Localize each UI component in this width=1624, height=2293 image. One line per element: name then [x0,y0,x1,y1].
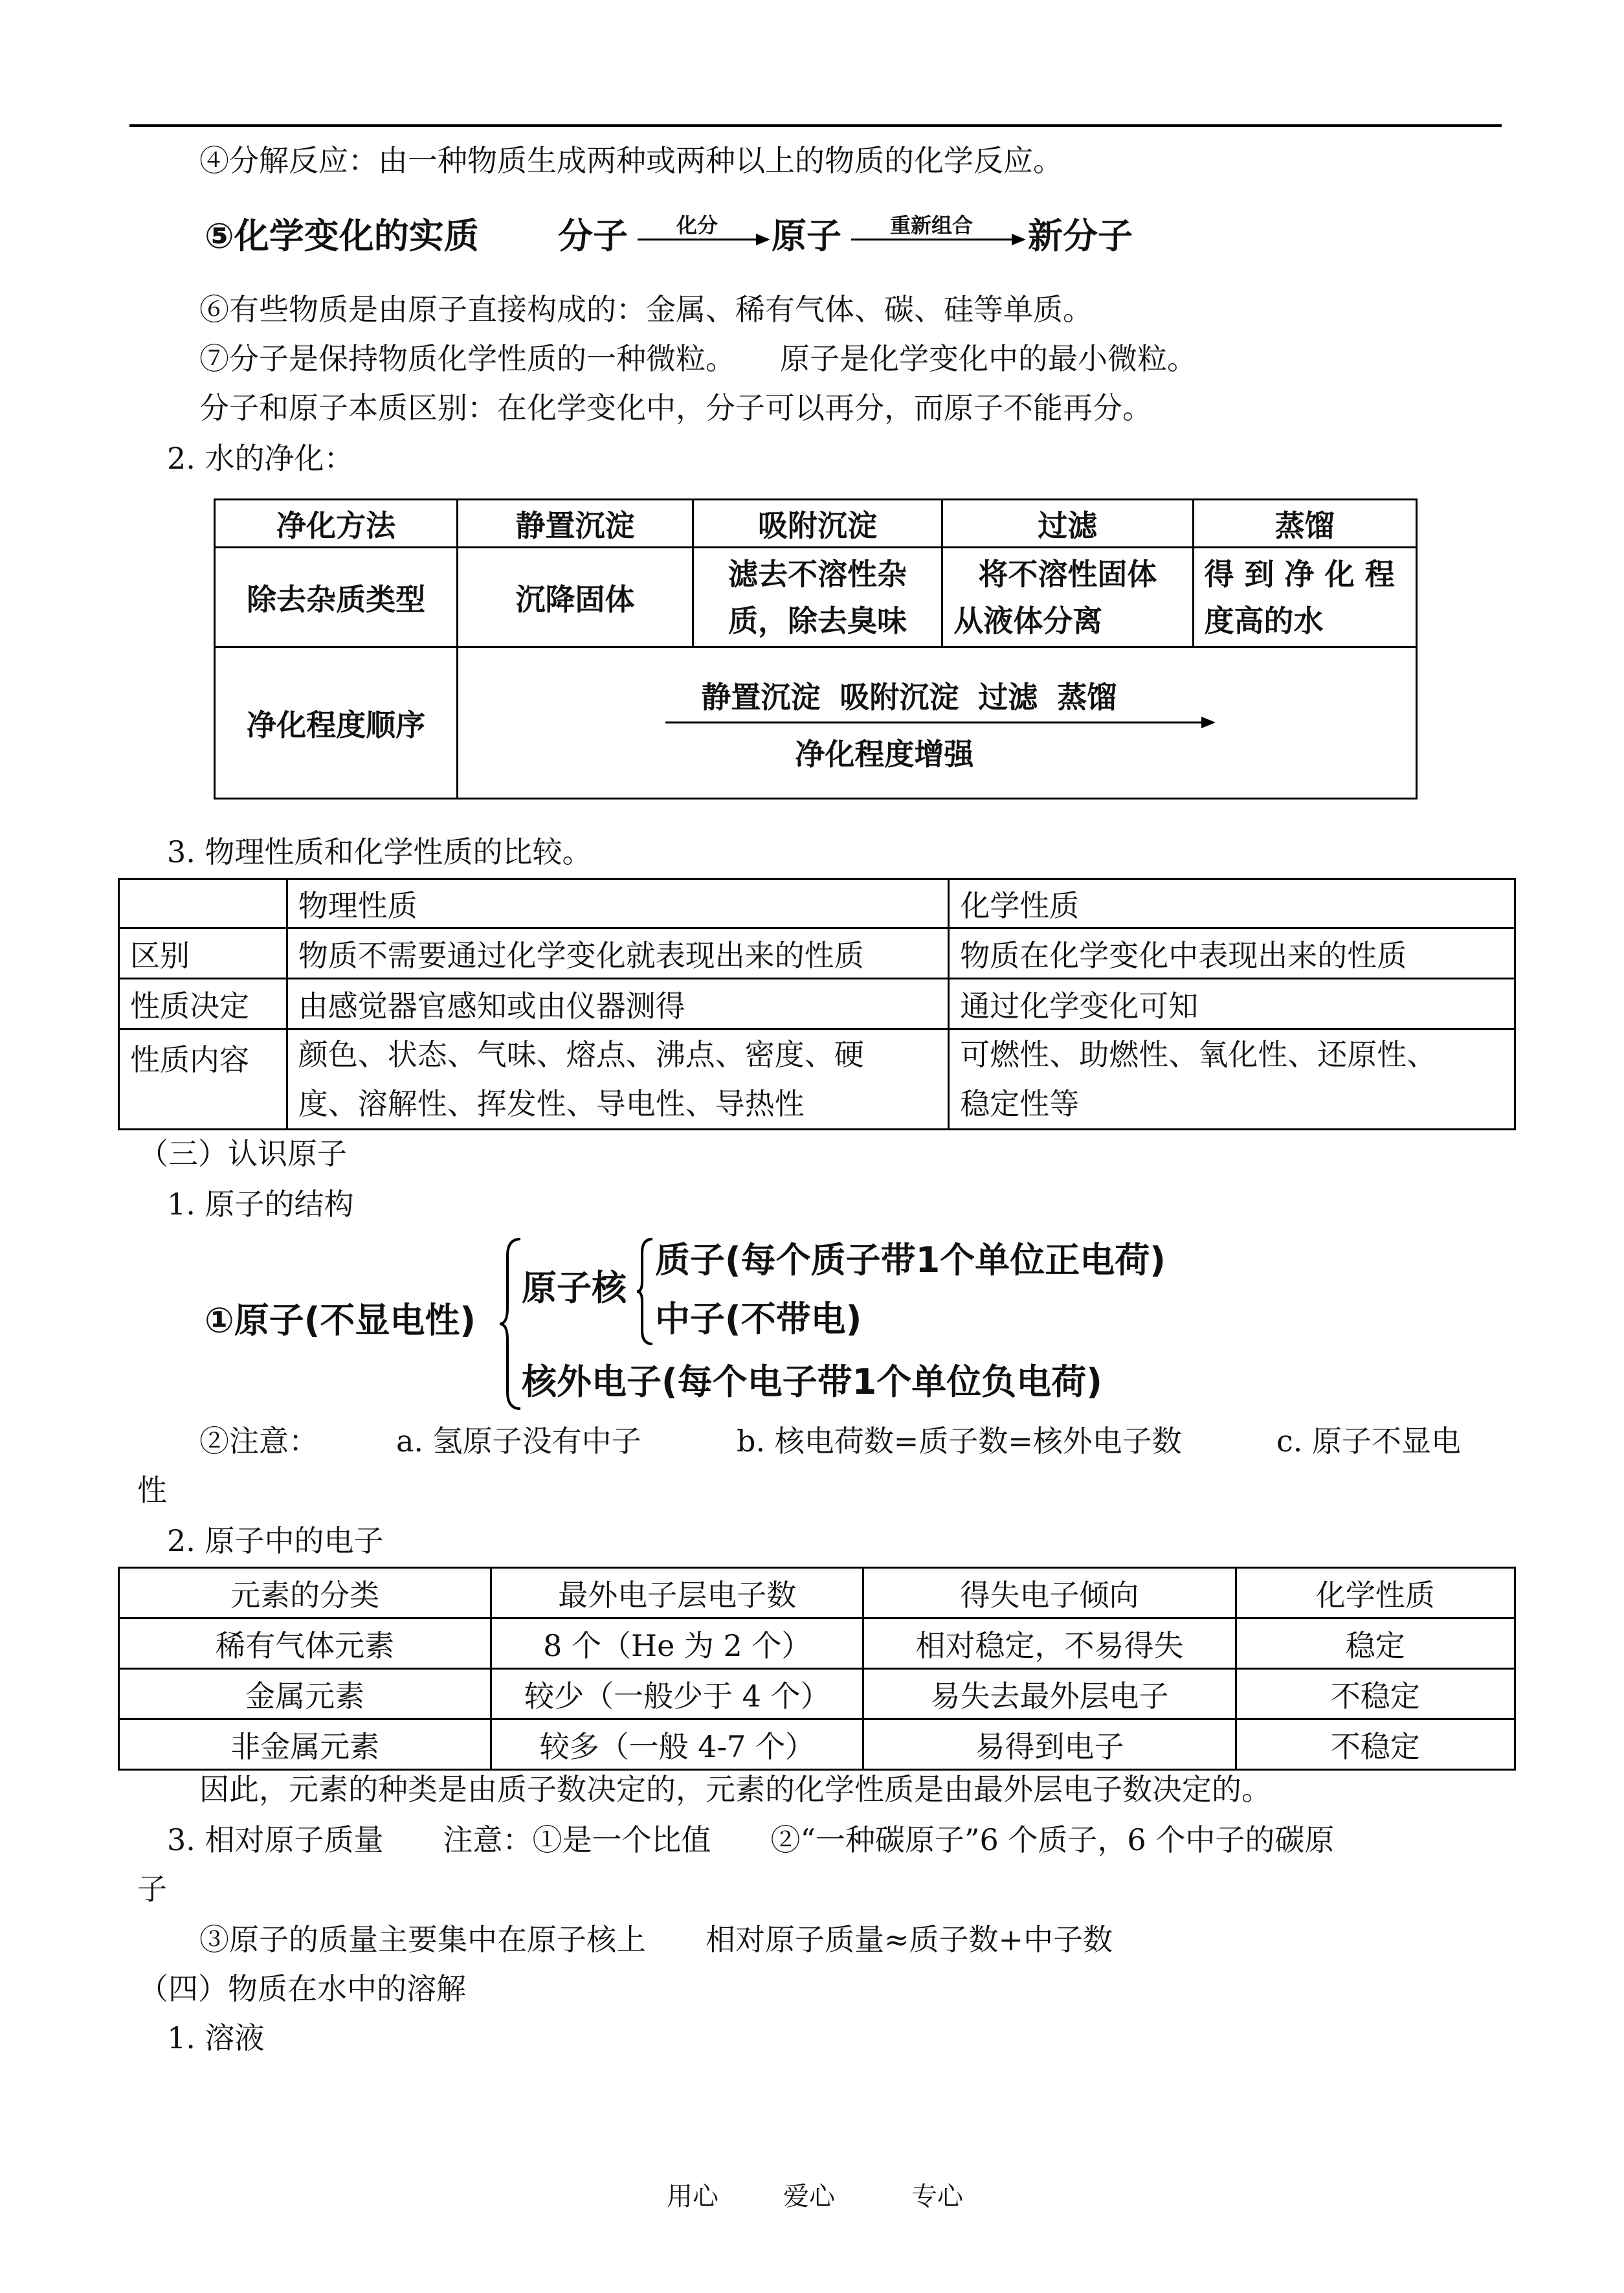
table-cell: 稳定 [1236,1618,1515,1669]
cell-filter-impurity [942,548,1193,647]
line-decomposition: ④分解反应：由一种物质生成两种或两种以上的物质的化学反应。 [199,143,1063,178]
relative-mass-wrap: 子 [137,1872,167,1907]
row-label: 性质内容 [119,1029,287,1130]
table-cell: 较多（一般 4-7 个） [491,1719,863,1770]
header-rule [129,124,1502,127]
arrow-right-icon [638,214,770,259]
section-dissolve: （四）物质在水中的溶解 [139,1971,466,2006]
electrons-conclusion: 因此，元素的种类是由质子数决定的，元素的化学性质是由最外层电子数决定的。 [199,1772,1271,1807]
header-filter: 过滤 [942,500,1193,548]
electrons-table [118,1567,1516,1771]
header-physical: 物理性质 [287,879,949,928]
heading-atom-structure: 1. 原子的结构 [167,1187,354,1222]
heading-water-purification: 2. 水的净化： [167,441,354,476]
header-method: 净化方法 [215,500,458,548]
row-label: 性质决定 [119,979,287,1029]
chem-change-new-molecule: 新分子 [1028,216,1133,256]
cell-line: 稳定性等 [960,1086,1080,1121]
cell-physical: 物质不需要通过化学变化就表现出来的性质 [287,928,949,979]
cell-line: 度、溶解性、挥发性、导电性、导热性 [298,1086,805,1121]
brace-inner-icon [636,1236,655,1347]
row-impurity-label: 除去杂质类型 [215,548,458,647]
header-outer-electrons: 最外电子层电子数 [491,1568,863,1618]
header-chemical: 化学性质 [949,879,1515,928]
chem-change-molecule: 分子 [558,216,628,256]
chem-change-atom: 原子 [772,216,841,256]
table-cell: 易得到电子 [863,1719,1236,1770]
note-label: ②注意： [199,1424,318,1459]
cell-physical [287,1029,949,1130]
table-cell: 不稳定 [1236,1719,1515,1770]
relative-mass-line1: 3. 相对原子质量 注意：①是一个比值 ②“一种碳原子”6 个质子，6 个中子的碳原 [167,1822,1335,1857]
cell-line: 颜色、状态、气味、熔点、沸点、密度、硬 [298,1037,864,1072]
cell-distill-impurity [1193,548,1416,647]
cell-chemical [949,1029,1515,1130]
relative-mass-line2: ③原子的质量主要集中在原子核上 相对原子质量≈质子数+中子数 [199,1922,1113,1957]
heading-solution: 1. 溶液 [167,2020,265,2055]
brace-outer-icon [498,1236,524,1411]
header-adsorb: 吸附沉淀 [693,500,942,548]
arrow-split [638,214,770,259]
chem-change-label: ⑤化学变化的实质 [205,216,479,256]
footer-c: 专心 [911,2182,963,2211]
table-cell: 8 个（He 为 2 个） [491,1618,863,1669]
line-molecule-atom: ⑦分子是保持物质化学性质的一种微粒。 原子是化学变化中的最小微粒。 [199,341,1197,376]
arrow-recombine-label: 重新组合 [890,213,973,238]
atom-electron: 核外电子(每个电子带1个单位负电荷) [522,1361,1102,1402]
cell-line: 度高的水 [1204,603,1324,638]
cell-chemical: 通过化学变化可知 [949,979,1515,1029]
note-c-wrap: 性 [137,1473,167,1508]
arrow-right-icon [851,214,1026,259]
heading-properties: 3. 物理性质和化学性质的比较。 [167,834,592,869]
order-bottom-text: 净化程度增强 [795,737,974,772]
header-distill: 蒸馏 [1193,500,1416,548]
arrow-recombine [851,214,1026,259]
table-cell: 稀有气体元素 [119,1618,491,1669]
table-cell: 不稳定 [1236,1669,1515,1719]
atom-nucleus: 原子核 [522,1268,627,1308]
cell-physical: 由感觉器官感知或由仪器测得 [287,979,949,1029]
cell-line: 质，除去臭味 [728,603,907,638]
atom-neutron: 中子(不带电) [655,1299,862,1339]
row-order-label: 净化程度顺序 [215,647,458,799]
table-cell: 金属元素 [119,1669,491,1719]
note-a: a. 氢原子没有中子 [396,1424,641,1459]
order-top-text: 静置沉淀 吸附沉淀 过滤 蒸馏 [701,680,1117,715]
section-atom: （三）认识原子 [139,1136,347,1171]
note-b: b. 核电荷数=质子数=核外电子数 [737,1424,1182,1459]
row-label: 区别 [119,928,287,979]
purification-table [214,498,1418,800]
arrow-right-icon [665,713,1216,732]
header-category: 元素的分类 [119,1568,491,1618]
cell-adsorb-impurity [693,548,942,647]
atom-root: ①原子(不显电性) [205,1300,476,1341]
header-blank [119,879,287,928]
cell-chemical: 物质在化学变化中表现出来的性质 [949,928,1515,979]
cell-line: 得 到 净 化 程 [1204,556,1395,592]
line-difference: 分子和原子本质区别：在化学变化中，分子可以再分，而原子不能再分。 [199,390,1152,425]
header-chem-property: 化学性质 [1236,1568,1515,1618]
cell-settle-impurity: 沉降固体 [458,548,693,647]
footer-b: 爱心 [783,2182,835,2211]
cell-line: 滤去不溶性杂 [728,556,907,592]
cell-line: 从液体分离 [953,603,1103,638]
table-cell: 相对稳定，不易得失 [863,1618,1236,1669]
footer-a: 用心 [667,2182,718,2211]
table-cell: 非金属元素 [119,1719,491,1770]
cell-line: 可燃性、助燃性、氧化性、还原性、 [960,1037,1437,1072]
table-cell: 易失去最外层电子 [863,1669,1236,1719]
note-c: c. 原子不显电 [1276,1424,1462,1459]
heading-electrons: 2. 原子中的电子 [167,1523,384,1558]
cell-order [458,647,1417,799]
line-atoms-compose: ⑥有些物质是由原子直接构成的：金属、稀有气体、碳、硅等单质。 [199,292,1093,327]
arrow-split-label: 化分 [676,213,718,238]
header-settle: 静置沉淀 [458,500,693,548]
atom-proton: 质子(每个质子带1个单位正电荷) [655,1240,1166,1281]
header-tendency: 得失电子倾向 [863,1568,1236,1618]
properties-table [118,878,1516,1130]
cell-line: 将不溶性固体 [978,556,1157,592]
table-cell: 较少（一般少于 4 个） [491,1669,863,1719]
